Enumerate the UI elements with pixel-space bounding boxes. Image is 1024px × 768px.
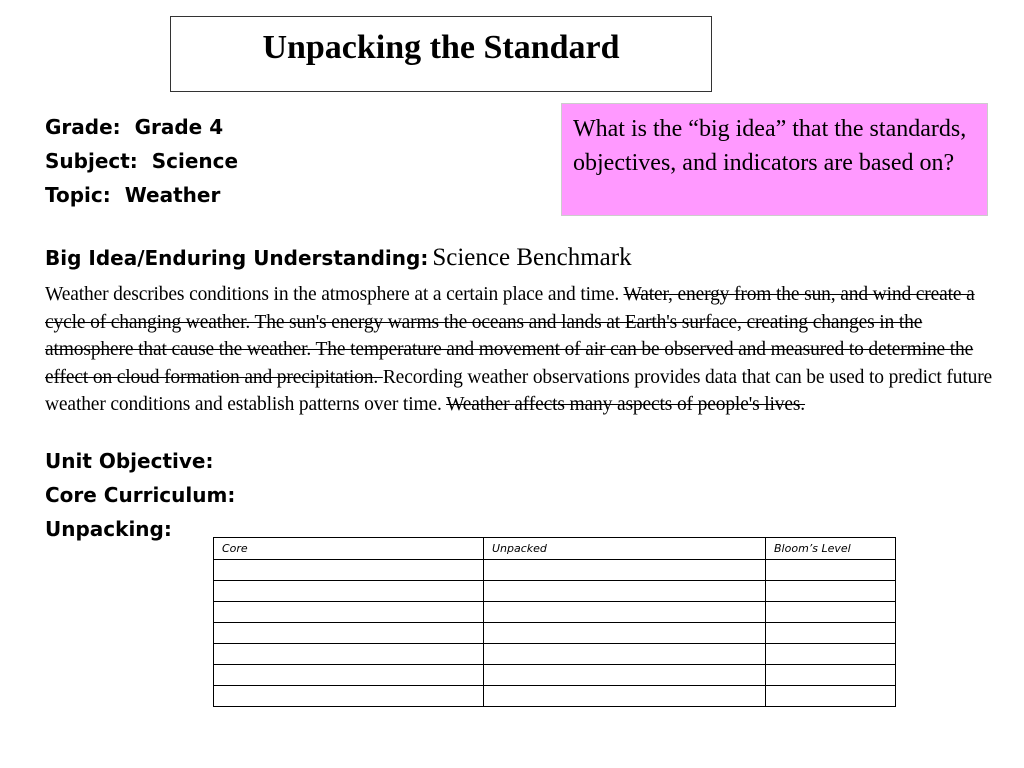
subject-line (45, 144, 238, 178)
table-row (214, 623, 896, 644)
table-cell[interactable] (766, 623, 896, 644)
table-cell[interactable] (766, 581, 896, 602)
page-title (170, 16, 712, 92)
table-cell[interactable] (766, 644, 896, 665)
column-header-core: Core (214, 538, 484, 560)
table-header-row (214, 538, 896, 560)
table-cell[interactable] (484, 623, 766, 644)
table-cell[interactable] (484, 602, 766, 623)
unpacking-heading: Unpacking: (45, 517, 172, 541)
table-row (214, 686, 896, 707)
table-cell[interactable] (214, 602, 484, 623)
big-idea-label: Big Idea/Enduring Understanding: (45, 246, 429, 270)
table-row (214, 560, 896, 581)
table-cell[interactable] (766, 665, 896, 686)
table-row (214, 665, 896, 686)
unit-objective-heading: Unit Objective: (45, 449, 214, 473)
table-cell[interactable] (766, 560, 896, 581)
topic-label: Topic: (45, 183, 111, 207)
table-cell[interactable] (484, 686, 766, 707)
callout-text: What is the “big idea” that the standards, objectives, and indicators are based on? (573, 116, 967, 176)
table-cell[interactable] (214, 623, 484, 644)
table-cell[interactable] (766, 686, 896, 707)
big-idea-heading (45, 244, 632, 272)
table-cell[interactable] (214, 560, 484, 581)
unpacking-table (213, 537, 896, 707)
table-cell[interactable] (484, 560, 766, 581)
page-title-text: Unpacking the Standard (262, 29, 620, 66)
section-headings (45, 444, 235, 546)
column-header-unpacked: Unpacked (484, 538, 766, 560)
benchmark-segment: Weather describes conditions in the atmosphere at a certain place and time. (45, 284, 624, 305)
table-row (214, 581, 896, 602)
grade-line (45, 110, 238, 144)
topic-line (45, 178, 238, 212)
benchmark-segment: Recording weather observations provides data that can be used to predict future weather conditions and establish patterns over time. (45, 366, 993, 415)
grade-label: Grade: (45, 115, 121, 139)
grade-value: Grade 4 (134, 115, 224, 139)
benchmark-segment-struck: Water, energy from the sun, and wind create a cycle of changing weather. The sun's energy warms the oceans and lands at Earth's surface, creating changes in the atmosphere that cause the weather. The temperature and movement of air can be observed and measured to determine the effect on cloud formation and precipitation. (45, 284, 975, 388)
table-row (214, 602, 896, 623)
column-header-blooms-level: Bloom’s Level (766, 538, 896, 560)
table-cell[interactable] (214, 581, 484, 602)
benchmark-segment-struck: Weather affects many aspects of people's lives. (446, 394, 806, 415)
table-cell[interactable] (484, 665, 766, 686)
table-row (214, 644, 896, 665)
topic-value: Weather (124, 183, 221, 207)
table-cell[interactable] (484, 581, 766, 602)
subject-label: Subject: (45, 149, 138, 173)
table-cell[interactable] (214, 665, 484, 686)
subject-value: Science (151, 149, 239, 173)
benchmark-paragraph (45, 281, 1013, 419)
big-idea-question-callout (561, 103, 988, 216)
table-cell[interactable] (214, 644, 484, 665)
lesson-meta (45, 110, 238, 212)
table-cell[interactable] (766, 602, 896, 623)
table-cell[interactable] (214, 686, 484, 707)
core-curriculum-heading: Core Curriculum: (45, 483, 236, 507)
big-idea-value: Science Benchmark (432, 244, 632, 271)
table-cell[interactable] (484, 644, 766, 665)
